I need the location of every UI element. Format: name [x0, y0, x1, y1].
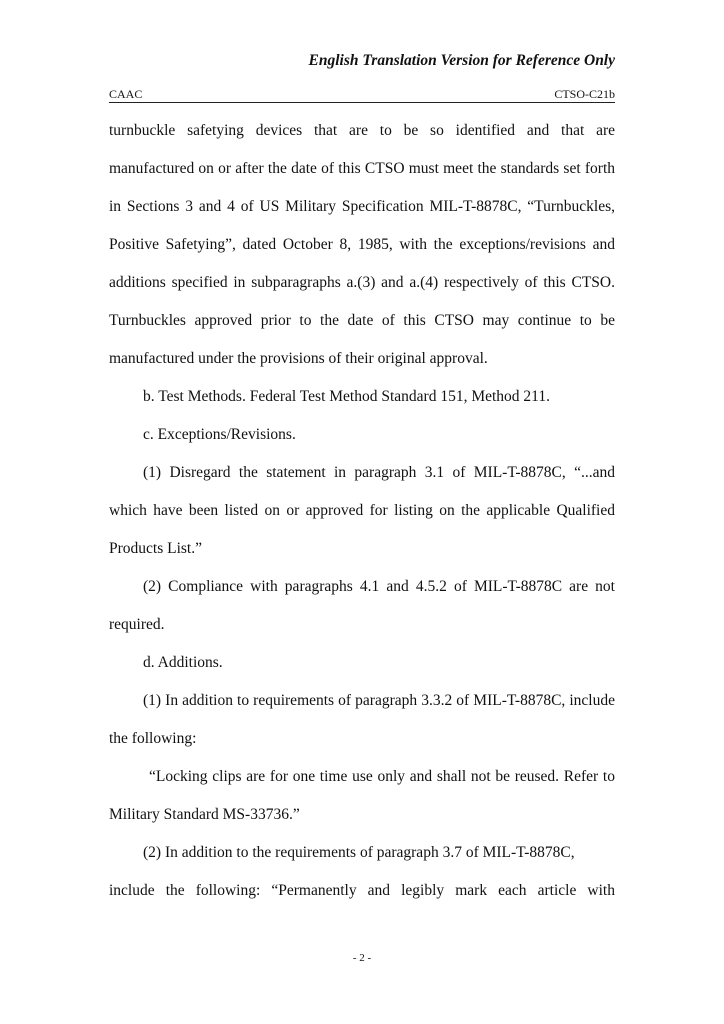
header-right-ctso-number: CTSO-C21b: [554, 87, 615, 101]
paragraph-addition-2-continued: include the following: “Permanently and legibly mark each article with: [109, 882, 615, 899]
paragraph-addition-1-quote: “Locking clips are for one time use only and shall not be reused. Refer to Military Standard MS-33736.”: [109, 768, 615, 823]
paragraph-additions-heading: d. Additions.: [143, 654, 223, 671]
running-header: [109, 86, 615, 103]
paragraph-addition-1: (1) In addition to requirements of paragraph 3.3.2 of MIL-T-8878C, include the following:: [109, 692, 615, 747]
paragraph-exceptions-heading: c. Exceptions/Revisions.: [143, 426, 296, 443]
paragraph-exception-2: (2) Compliance with paragraphs 4.1 and 4.5.2 of MIL-T-8878C are not required.: [109, 578, 615, 633]
paragraph-addition-2: (2) In addition to the requirements of paragraph 3.7 of MIL-T-8878C,: [143, 844, 575, 861]
body-text: [109, 112, 615, 910]
page-number: - 2 -: [352, 952, 372, 964]
paragraph-exception-1: (1) Disregard the statement in paragraph 3.1 of MIL-T-8878C, “...and which have been listed on or approved for listing on the applicable Qualified Products List.”: [109, 464, 615, 557]
header-left-caac: CAAC: [109, 87, 143, 101]
paragraph-continuation: turnbuckle safetying devices that are to be so identified and that are manufactured on or after the date of this CTSO must meet the standards set forth in Sections 3 and 4 of US Military Specification MIL-T-8878C, “Turnbuckles, Positive Safetying”, dated October 8, 1985, with the exceptions/revisions and additions specified in subparagraphs a.(3) and a.(4) respectively of this CTSO. Turnbuckles approved prior to the date of this CTSO may continue to be manufactured under the provisions of their original approval.: [109, 122, 615, 367]
paragraph-test-methods: b. Test Methods. Federal Test Method Standard 151, Method 211.: [143, 388, 550, 405]
translation-banner: English Translation Version for Reference Only: [308, 52, 615, 69]
